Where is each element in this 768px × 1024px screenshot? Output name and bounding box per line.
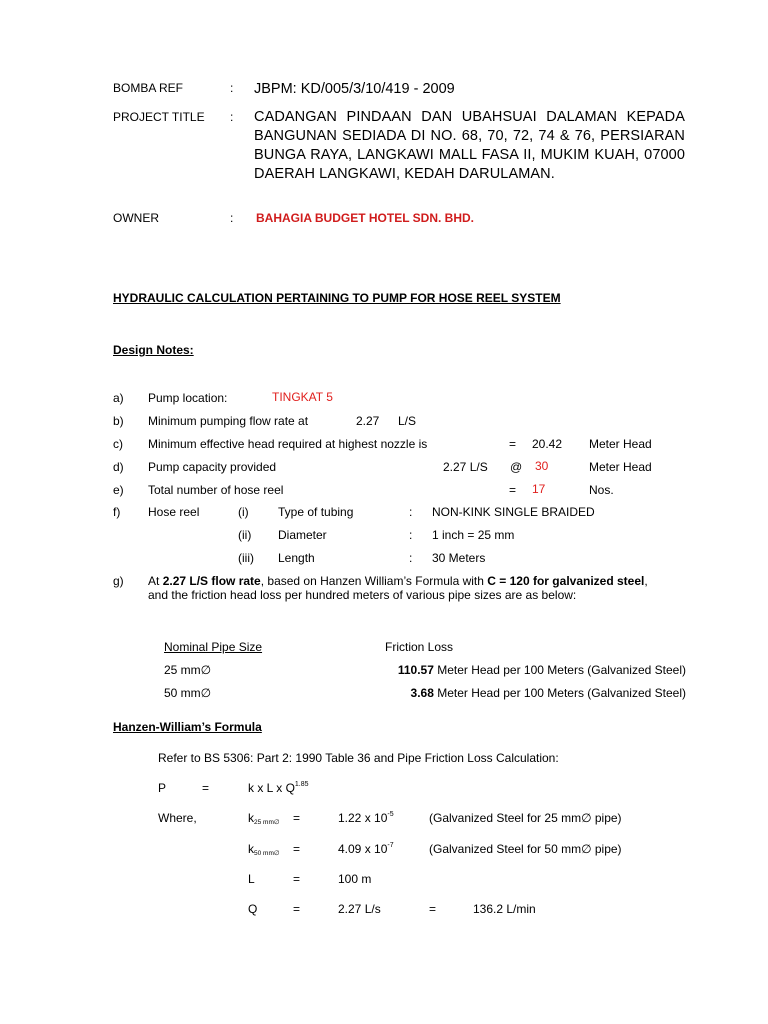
friction-loss-value: 110.57: [397, 663, 434, 677]
k25-eq: =: [293, 811, 301, 825]
q-symbol: Q: [248, 902, 258, 916]
k50-note: (Galvanized Steel for 50 mm∅ pipe): [429, 842, 622, 856]
note-g-line1: [148, 574, 648, 588]
bomba-ref-value: JBPM: KD/005/3/10/419 - 2009: [254, 81, 455, 97]
hose-item-value: 30 Meters: [432, 551, 486, 565]
note-c-value: 20.42: [532, 437, 563, 451]
friction-loss-desc: Meter Head per 100 Meters (Galvanized Steel): [433, 663, 686, 677]
note-g-mid: , based on Hanzen William’s Formula with: [260, 574, 484, 588]
k25-symbol: [248, 811, 280, 826]
note-a-letter: a): [113, 391, 124, 405]
note-c-unit: Meter Head: [589, 437, 652, 451]
k25-mantissa: 1.22 x 10: [338, 811, 388, 825]
k50-subscript: 50 mm∅: [254, 850, 280, 857]
friction-loss-value: 3.68: [410, 686, 434, 700]
p-expression: [248, 781, 309, 795]
hose-item-colon: :: [409, 551, 413, 565]
l-value: 100 m: [338, 872, 372, 886]
note-d-unit: Meter Head: [589, 460, 652, 474]
bomba-ref-label: BOMBA REF: [113, 81, 184, 95]
note-d-letter: d): [113, 460, 124, 474]
k25-exponent: -5: [387, 811, 394, 818]
friction-loss-header: Friction Loss: [385, 640, 454, 654]
owner-colon: :: [230, 211, 234, 225]
note-c-label: Minimum effective head required at highest nozzle is: [148, 437, 428, 451]
k25-value: [338, 811, 394, 825]
hose-item-name: Diameter: [278, 528, 327, 542]
hose-item-name: Length: [278, 551, 315, 565]
hose-item-name: Type of tubing: [278, 505, 354, 519]
k25-subscript: 25 mm∅: [254, 819, 280, 826]
hose-item-value: 1 inch = 25 mm: [432, 528, 515, 542]
pipe-size-cell: 50 mm∅: [164, 686, 212, 700]
q-value-lmin: 136.2 L/min: [473, 902, 536, 916]
l-eq: =: [293, 872, 301, 886]
p-eq: =: [202, 781, 210, 795]
formula-heading: Hanzen-William’s Formula: [113, 720, 262, 734]
note-g-flow: 2.27 L/S flow rate: [162, 574, 261, 588]
p-exponent: 1.85: [294, 781, 309, 788]
note-e-value: 17: [532, 482, 546, 496]
k25-note: (Galvanized Steel for 25 mm∅ pipe): [429, 811, 622, 825]
q-value: 2.27 L/s: [338, 902, 381, 916]
hose-item-num: (iii): [238, 551, 254, 565]
design-notes-heading: Design Notes:: [113, 343, 194, 357]
note-e-unit: Nos.: [589, 483, 614, 497]
note-g-line2: and the friction head loss per hundred meters of various pipe sizes are as below:: [148, 588, 577, 602]
note-d-at: @: [510, 460, 523, 474]
owner-value: BAHAGIA BUDGET HOTEL SDN. BHD.: [256, 211, 475, 225]
k50-symbol: [248, 842, 280, 857]
hose-item-colon: :: [409, 528, 413, 542]
friction-loss-desc: Meter Head per 100 Meters (Galvanized Steel): [433, 686, 686, 700]
note-e-letter: e): [113, 483, 124, 497]
note-f-letter: f): [113, 505, 121, 519]
formula-reference: Refer to BS 5306: Part 2: 1990 Table 36 and Pipe Friction Loss Calculation:: [158, 751, 559, 765]
q-eq: =: [293, 902, 301, 916]
where-label: Where,: [158, 811, 197, 825]
project-title-label: PROJECT TITLE: [113, 110, 205, 124]
hose-item-num: (i): [238, 505, 249, 519]
pipe-size-cell: 25 mm∅: [164, 663, 212, 677]
p-symbol: P: [158, 781, 167, 795]
note-c-eq: =: [509, 437, 517, 451]
note-d-value: 30: [535, 459, 549, 473]
k50-mantissa: 4.09 x 10: [338, 842, 388, 856]
hose-item-value: NON-KINK SINGLE BRAIDED: [432, 505, 595, 519]
bomba-ref-colon: :: [230, 81, 234, 95]
note-a-label: Pump location:: [148, 391, 228, 405]
note-g-comma: ,: [644, 574, 648, 588]
k-letter: k: [248, 842, 254, 856]
pipe-size-header: Nominal Pipe Size: [164, 640, 263, 654]
k-letter: k: [248, 811, 254, 825]
note-a-value: TINGKAT 5: [272, 390, 333, 404]
note-b-value: 2.27: [356, 414, 380, 428]
note-e-label: Total number of hose reel: [148, 483, 284, 497]
friction-loss-cell: [398, 663, 686, 677]
p-expr-text: k x L x Q: [248, 781, 295, 795]
k50-exponent: -7: [387, 842, 394, 849]
hose-item-num: (ii): [238, 528, 252, 542]
k50-value: [338, 842, 394, 856]
project-title-colon: :: [230, 110, 234, 124]
k50-eq: =: [293, 842, 301, 856]
note-g-c-value: C = 120 for galvanized steel: [487, 574, 645, 588]
hose-item-colon: :: [409, 505, 413, 519]
q-eq2: =: [429, 902, 437, 916]
project-title-value: CADANGAN PINDAAN DAN UBAHSUAI DALAMAN KEPADA BANGUNAN SEDIADA DI NO. 68, 70, 72, 74 & 76, PERSIARAN BUNGA RAYA, LANGKAWI MALL FASA II, MUKIM KUAH, 07000 DAERAH LANGKAWI, KEDAH DARULAMAN.: [254, 109, 685, 182]
main-heading: HYDRAULIC CALCULATION PERTAINING TO PUMP FOR HOSE REEL SYSTEM: [113, 291, 561, 305]
l-symbol: L: [248, 872, 255, 886]
note-d-flow: 2.27 L/S: [443, 460, 488, 474]
friction-loss-cell: [411, 686, 686, 700]
note-d-label: Pump capacity provided: [148, 460, 277, 474]
note-b-label: Minimum pumping flow rate at: [148, 414, 309, 428]
note-c-letter: c): [113, 437, 123, 451]
note-e-eq: =: [509, 483, 517, 497]
note-b-unit: L/S: [398, 414, 417, 428]
note-f-label: Hose reel: [148, 505, 200, 519]
note-g-at: At: [148, 574, 160, 588]
note-g-letter: g): [113, 574, 124, 588]
owner-label: OWNER: [113, 211, 159, 225]
note-b-letter: b): [113, 414, 124, 428]
